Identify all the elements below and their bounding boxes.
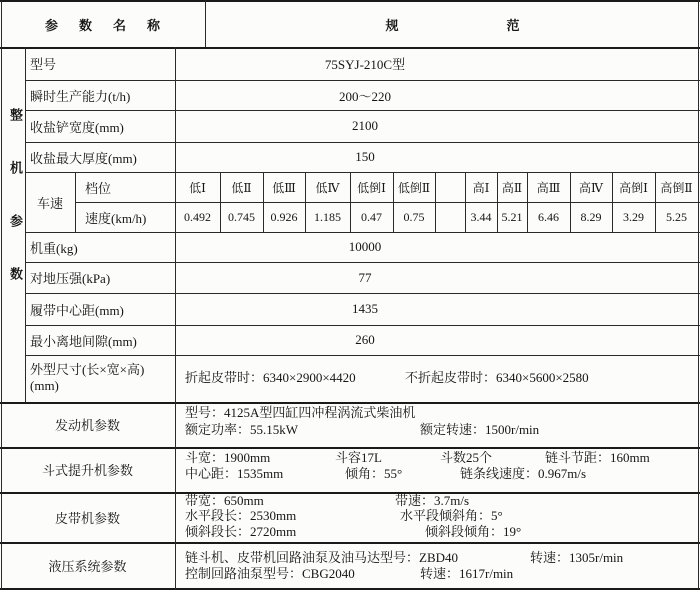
gear-low-3: 低Ⅲ bbox=[272, 180, 296, 195]
belt-horizontal-angle: 水平段倾斜角：5° bbox=[400, 508, 503, 523]
hoist-chain-speed: 链条线速度：0.967m/s bbox=[460, 466, 587, 481]
hoist-angle: 倾角：55° bbox=[345, 466, 403, 481]
gear-high-reverse-2: 高倒Ⅱ bbox=[660, 180, 693, 195]
belt-horizontal-length: 水平段长：2530mm bbox=[185, 508, 297, 523]
gear-low-reverse-2: 低倒Ⅱ bbox=[397, 180, 431, 195]
speed-high-3: 6.46 bbox=[538, 209, 559, 224]
speed-low-3: 0.926 bbox=[270, 209, 298, 224]
hydraulic-label: 液压系统参数 bbox=[48, 558, 127, 574]
max-thickness-value: 150 bbox=[355, 149, 375, 164]
speed-label: 车速 bbox=[36, 195, 63, 211]
hydraulic-pump-model: 链斗机、皮带机回路油泵及油马达型号：ZBD40 bbox=[185, 550, 459, 565]
belt-speed: 带速：3.7m/s bbox=[395, 493, 470, 508]
speed-col-divider bbox=[435, 172, 436, 232]
row-rule bbox=[25, 355, 700, 356]
dimensions-label-line2: (mm) bbox=[30, 378, 59, 393]
speed-unit-label: 速度(km/h) bbox=[85, 210, 147, 226]
header-param-name: 参数名称 bbox=[44, 18, 181, 33]
hydraulic-control-pump-speed: 转速：1617r/min bbox=[420, 566, 514, 581]
speed-low-reverse-1: 0.47 bbox=[361, 209, 382, 224]
hydraulic-pump-speed: 转速：1305r/min bbox=[530, 550, 624, 565]
speed-high-reverse-1: 3.29 bbox=[623, 209, 644, 224]
gear-low-1: 低Ⅰ bbox=[189, 180, 206, 195]
machine-section-label: 整机参数 bbox=[8, 108, 23, 320]
speed-label-divider bbox=[75, 172, 76, 232]
header-spec: 规范 bbox=[385, 18, 628, 33]
belt-label: 皮带机参数 bbox=[54, 510, 120, 526]
speed-low-4: 1.185 bbox=[314, 209, 341, 224]
gear-high-2: 高Ⅱ bbox=[501, 180, 523, 195]
dimensions-unfolded: 不折起皮带时：6340×5600×2580 bbox=[405, 370, 589, 385]
track-gauge-label: 履带中心距(mm) bbox=[30, 302, 124, 318]
table-right-border bbox=[698, 0, 699, 590]
hoist-bucket-count: 斗数25个 bbox=[440, 450, 493, 465]
capacity-label: 瞬时生产能力(t/h) bbox=[30, 88, 131, 104]
max-thickness-label: 收盐最大厚度(mm) bbox=[30, 150, 137, 166]
engine-rated-power: 额定功率：55.15kW bbox=[185, 422, 299, 437]
shovel-width-label: 收盐铲宽度(mm) bbox=[30, 119, 124, 135]
hoist-bucket-volume: 斗容17L bbox=[335, 450, 382, 465]
dimensions-label-line1: 外型尺寸(长×宽×高) bbox=[30, 362, 145, 377]
belt-width: 带宽：650mm bbox=[185, 493, 264, 508]
speed-low-2: 0.745 bbox=[228, 209, 255, 224]
track-gauge-value: 1435 bbox=[352, 301, 378, 316]
gear-high-3: 高Ⅲ bbox=[536, 180, 561, 195]
speed-high-4: 8.29 bbox=[580, 209, 602, 224]
speed-low-reverse-2: 0.75 bbox=[403, 209, 425, 224]
model-value: 75SYJ-210C型 bbox=[324, 57, 406, 72]
dimensions-folded: 折起皮带时：6340×2900×4420 bbox=[185, 370, 356, 385]
engine-label: 发动机参数 bbox=[54, 418, 120, 433]
speed-high-1: 3.44 bbox=[470, 209, 492, 224]
gear-low-4: 低Ⅳ bbox=[315, 180, 340, 195]
ground-pressure-label: 对地压强(kPa) bbox=[30, 271, 111, 286]
capacity-value: 200～220 bbox=[338, 88, 391, 104]
engine-rated-speed: 额定转速：1500r/min bbox=[420, 422, 540, 437]
hoist-bucket-pitch: 链斗节距：160mm bbox=[545, 450, 650, 465]
weight-value: 10000 bbox=[348, 239, 382, 254]
model-label: 型号 bbox=[30, 57, 57, 72]
speed-high-2: 5.21 bbox=[501, 209, 523, 224]
ground-pressure-value: 77 bbox=[358, 269, 372, 285]
belt-incline-length: 倾斜段长：2720mm bbox=[185, 524, 297, 539]
gear-high-4: 高Ⅳ bbox=[579, 180, 603, 195]
speed-low-1: 0.492 bbox=[184, 209, 211, 224]
hoist-center-distance: 中心距：1535mm bbox=[185, 466, 284, 481]
gear-label: 档位 bbox=[85, 180, 112, 196]
hoist-label: 斗式提升机参数 bbox=[41, 463, 133, 478]
gear-high-1: 高Ⅰ bbox=[472, 180, 490, 195]
engine-model: 型号：4125A型四缸四冲程涡流式柴油机 bbox=[185, 405, 416, 420]
ground-clearance-label: 最小离地间隙(mm) bbox=[30, 333, 137, 349]
gear-low-2: 低Ⅱ bbox=[231, 180, 252, 195]
shovel-width-value: 2100 bbox=[352, 118, 378, 133]
weight-label: 机重(kg) bbox=[30, 240, 78, 256]
gear-low-reverse-1: 低倒Ⅰ bbox=[357, 180, 386, 195]
gear-high-reverse-1: 高倒Ⅰ bbox=[619, 180, 648, 195]
ground-clearance-value: 260 bbox=[355, 332, 375, 347]
hydraulic-control-pump-model: 控制回路油泵型号：CBG2040 bbox=[185, 566, 355, 581]
belt-incline-angle: 倾斜段倾角：19° bbox=[425, 524, 522, 539]
hoist-bucket-width: 斗宽：1900mm bbox=[185, 450, 271, 465]
speed-high-reverse-2: 5.25 bbox=[666, 209, 687, 224]
